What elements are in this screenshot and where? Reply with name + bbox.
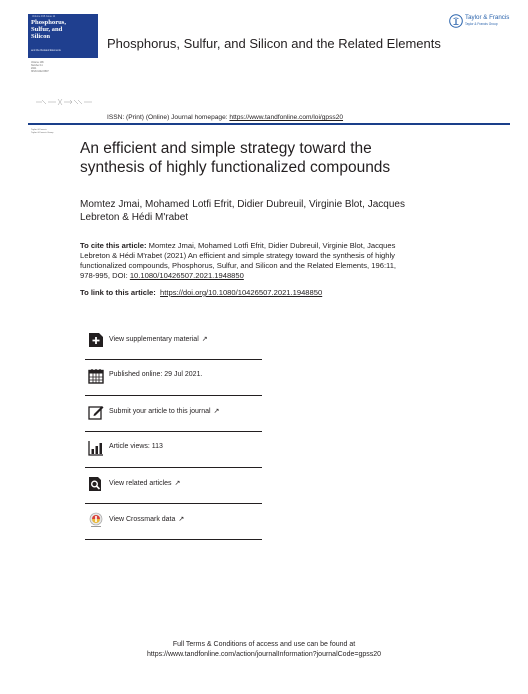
issn-line	[107, 114, 343, 121]
external-link-icon: ↗	[213, 408, 220, 415]
cover-meta-line: Number 11	[31, 64, 43, 67]
terms-footer	[0, 640, 528, 659]
citation-text: Momtez Jmai, Mohamed Lotfi Efrit, Didier Dubreuil, Virginie Blot, Jacques	[146, 241, 396, 250]
cover-meta-line: 2021	[31, 67, 37, 70]
info-label	[109, 407, 219, 415]
external-link-icon: ↗	[178, 516, 185, 523]
article-title-line: synthesis of highly functionalized compounds	[80, 159, 391, 176]
article-authors	[80, 198, 460, 224]
info-label: Article views: 113	[109, 443, 163, 450]
info-label: Published online: 29 Jul 2021.	[109, 371, 203, 378]
citation-text: 978-995, DOI:	[80, 271, 130, 280]
article-title	[80, 139, 460, 177]
journal-title: Phosphorus, Sulfur, and Silicon and the Related Elements	[107, 36, 441, 51]
authors-line: Lebreton & Hédi M'rabet	[80, 212, 189, 223]
cover-title-line: Silicon	[31, 33, 51, 40]
info-label	[109, 479, 180, 487]
cover-title-line: Phosphorus,	[31, 19, 66, 26]
info-label-text: View related articles	[109, 480, 172, 487]
info-label-text: View Crossmark data	[109, 516, 176, 523]
journal-cover	[28, 14, 98, 134]
header-divider	[28, 123, 510, 125]
citation-line: functionalized compounds, Phosphorus, Sulfur, and Silicon and the Related Elements, 196:11,	[80, 261, 397, 270]
authors-line: Momtez Jmai, Mohamed Lotfi Efrit, Didier Dubreuil, Virginie Blot, Jacques	[80, 199, 405, 210]
info-label-text: View supplementary material	[109, 336, 199, 343]
cover-publisher	[31, 129, 53, 135]
citation-block	[80, 241, 460, 281]
article-link-line	[80, 288, 322, 297]
article-link-label: To link to this article:	[80, 288, 156, 297]
cover-subtitle: and the Related Elements	[31, 49, 61, 52]
cover-meta	[31, 61, 49, 73]
bar-chart-icon	[88, 440, 104, 456]
footer-url[interactable]: https://www.tandfonline.com/action/journalInformation?journalCode=gpss20	[146, 650, 382, 658]
view-crossmark-data[interactable]	[85, 504, 262, 540]
crossmark-icon	[88, 512, 104, 528]
external-link-icon: ↗	[201, 336, 208, 343]
external-link-icon: ↗	[174, 480, 181, 487]
taylor-francis-logo-icon	[449, 14, 463, 28]
cover-banner	[28, 14, 98, 58]
publisher-logo	[449, 13, 521, 31]
info-label	[109, 515, 184, 523]
journal-homepage-link[interactable]: https://www.tandfonline.com/loi/gpss20	[229, 114, 344, 121]
calendar-icon	[88, 368, 104, 384]
cover-tiny-header: Volume 196 Issue 11	[32, 15, 56, 18]
cover-meta-line: ISSN 1042-6507	[31, 70, 49, 73]
citation-line	[80, 241, 460, 251]
cover-meta-line: Volume 196	[31, 61, 44, 64]
cover-publisher-line: Taylor & Francis	[31, 129, 47, 131]
submit-article[interactable]	[85, 396, 262, 432]
citation-label: To cite this article:	[80, 241, 147, 250]
logo-subtitle: Taylor & Francis Group	[465, 22, 498, 26]
article-doi-link[interactable]: https://doi.org/10.1080/10426507.2021.1948850	[160, 288, 323, 297]
cover-title	[31, 19, 95, 40]
published-online	[85, 360, 262, 396]
cover-publisher-line: Taylor & Francis Group	[31, 131, 54, 134]
info-label-text: Submit your article to this journal	[109, 408, 211, 415]
view-related-articles[interactable]	[85, 468, 262, 504]
citation-doi-link[interactable]: 10.1080/10426507.2021.1948850	[129, 271, 244, 280]
issn-prefix: ISSN: (Print) (Online) Journal homepage:	[107, 114, 230, 121]
citation-line	[80, 271, 460, 281]
view-supplementary-material[interactable]	[85, 324, 262, 360]
edit-icon	[88, 404, 104, 420]
info-label	[109, 335, 208, 343]
row-divider	[85, 539, 262, 540]
plus-icon	[88, 332, 104, 348]
article-views	[85, 432, 262, 468]
cover-title-line: Sulfur, and	[31, 26, 63, 33]
logo-name: Taylor & Francis	[465, 14, 510, 21]
citation-line: Lebreton & Hédi M'rabet (2021) An efficient and simple strategy toward the synthesis of highly	[80, 251, 395, 260]
search-document-icon	[88, 476, 104, 492]
footer-line: Full Terms & Conditions of access and use can be found at	[172, 641, 356, 648]
cover-formula-graphic	[34, 96, 94, 108]
article-title-line: An efficient and simple strategy toward the	[80, 140, 372, 157]
